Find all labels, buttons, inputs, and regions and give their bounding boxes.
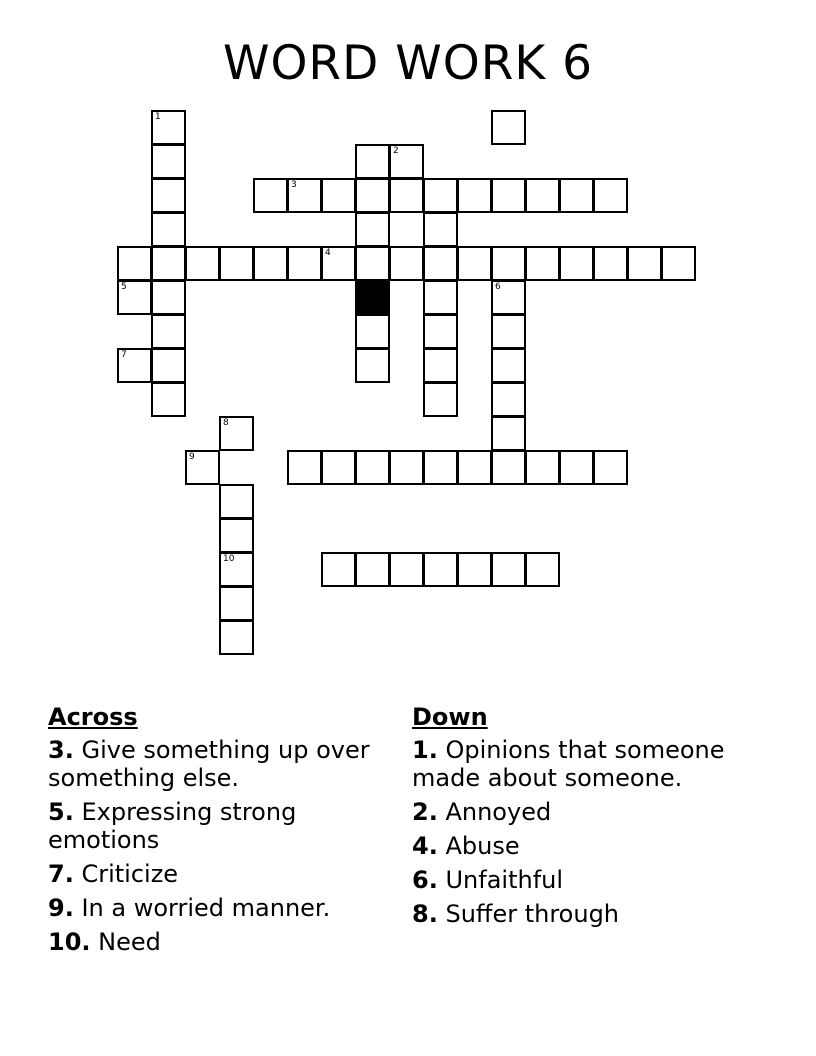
grid-cell[interactable] xyxy=(219,416,254,451)
grid-cell[interactable] xyxy=(389,552,424,587)
grid-cell[interactable] xyxy=(491,280,526,315)
grid-cell[interactable] xyxy=(151,348,186,383)
grid-cell[interactable] xyxy=(253,178,288,213)
grid-cell[interactable] xyxy=(185,450,220,485)
clue-number-label: 5 xyxy=(121,282,127,292)
clue-number: 8. xyxy=(412,900,438,928)
clue-text: Expressing strong emotions xyxy=(48,798,297,854)
grid-cell[interactable] xyxy=(423,552,458,587)
across-clues xyxy=(48,702,378,962)
page-title: WORD WORK 6 xyxy=(222,36,594,91)
grid-cell[interactable] xyxy=(151,178,186,213)
block-cell xyxy=(355,280,390,315)
clue-number-label: 4 xyxy=(325,248,331,258)
grid-cell[interactable] xyxy=(457,246,492,281)
clue-number: 7. xyxy=(48,860,74,888)
grid-cell[interactable] xyxy=(389,178,424,213)
grid-cell[interactable] xyxy=(457,178,492,213)
grid-cell[interactable] xyxy=(253,246,288,281)
clue-text: Suffer through xyxy=(445,900,620,928)
grid-cell[interactable] xyxy=(117,246,152,281)
clue-text: Annoyed xyxy=(445,798,552,826)
grid-cell[interactable] xyxy=(389,246,424,281)
clue-text: Give something up over something else. xyxy=(48,736,370,792)
clue-number-label: 3 xyxy=(291,180,297,190)
clue-number-label: 8 xyxy=(223,418,229,428)
grid-cell[interactable] xyxy=(525,450,560,485)
across-clue-5 xyxy=(48,798,378,854)
clue-number: 1. xyxy=(412,736,438,764)
grid-cell[interactable] xyxy=(219,484,254,519)
grid-cell[interactable] xyxy=(355,212,390,247)
grid-cell[interactable] xyxy=(117,348,152,383)
grid-cell[interactable] xyxy=(355,450,390,485)
clue-number-label: 7 xyxy=(121,350,127,360)
grid-cell[interactable] xyxy=(491,246,526,281)
down-clue-2 xyxy=(412,798,792,826)
across-clue-3 xyxy=(48,736,378,792)
down-clue-4 xyxy=(412,832,792,860)
grid-cell[interactable] xyxy=(661,246,696,281)
clue-text: In a worried manner. xyxy=(81,894,331,922)
grid-cell[interactable] xyxy=(559,450,594,485)
grid-cell[interactable] xyxy=(355,314,390,349)
grid-cell[interactable] xyxy=(287,178,322,213)
clue-number-label: 9 xyxy=(189,452,195,462)
clue-number: 3. xyxy=(48,736,74,764)
down-clue-1 xyxy=(412,736,792,792)
grid-cell[interactable] xyxy=(423,450,458,485)
grid-cell[interactable] xyxy=(593,246,628,281)
grid-cell[interactable] xyxy=(593,178,628,213)
grid-cell[interactable] xyxy=(491,450,526,485)
grid-cell[interactable] xyxy=(491,348,526,383)
grid-cell[interactable] xyxy=(151,382,186,417)
grid-cell[interactable] xyxy=(491,552,526,587)
down-clue-6 xyxy=(412,866,792,894)
clue-number: 6. xyxy=(412,866,438,894)
clue-number-label: 1 xyxy=(155,112,161,122)
grid-cell[interactable] xyxy=(185,246,220,281)
grid-cell[interactable] xyxy=(355,552,390,587)
down-clue-8 xyxy=(412,900,792,928)
grid-cell[interactable] xyxy=(491,178,526,213)
clue-number-label: 6 xyxy=(495,282,501,292)
clue-number: 9. xyxy=(48,894,74,922)
grid-cell[interactable] xyxy=(219,586,254,621)
across-clue-10 xyxy=(48,928,378,956)
grid-cell[interactable] xyxy=(151,246,186,281)
grid-cell[interactable] xyxy=(355,178,390,213)
across-clue-9 xyxy=(48,894,378,922)
clue-number-label: 10 xyxy=(223,554,235,564)
clue-number: 2. xyxy=(412,798,438,826)
grid-cell[interactable] xyxy=(491,416,526,451)
grid-cell[interactable] xyxy=(423,212,458,247)
grid-cell[interactable] xyxy=(491,314,526,349)
grid-cell[interactable] xyxy=(151,212,186,247)
across-clue-7 xyxy=(48,860,378,888)
grid-cell[interactable] xyxy=(423,280,458,315)
grid-cell[interactable] xyxy=(491,110,526,145)
grid-cell[interactable] xyxy=(355,246,390,281)
grid-cell[interactable] xyxy=(287,246,322,281)
down-heading: Down xyxy=(412,703,488,731)
clue-number: 5. xyxy=(48,798,74,826)
clue-text: Criticize xyxy=(81,860,179,888)
grid-cell[interactable] xyxy=(457,552,492,587)
across-heading: Across xyxy=(48,703,138,731)
grid-cell[interactable] xyxy=(627,246,662,281)
clue-text: Abuse xyxy=(445,832,520,860)
grid-cell[interactable] xyxy=(117,280,152,315)
grid-cell[interactable] xyxy=(593,450,628,485)
clue-number: 10. xyxy=(48,928,91,956)
grid-cell[interactable] xyxy=(389,144,424,179)
clue-text: Unfaithful xyxy=(445,866,564,894)
grid-cell[interactable] xyxy=(491,382,526,417)
grid-cell[interactable] xyxy=(389,450,424,485)
grid-cell[interactable] xyxy=(525,246,560,281)
grid-cell[interactable] xyxy=(525,178,560,213)
grid-cell[interactable] xyxy=(457,450,492,485)
grid-cell[interactable] xyxy=(151,144,186,179)
grid-cell[interactable] xyxy=(559,246,594,281)
clue-number: 4. xyxy=(412,832,438,860)
clue-text: Need xyxy=(98,928,161,956)
grid-cell[interactable] xyxy=(355,348,390,383)
grid-cell[interactable] xyxy=(423,246,458,281)
grid-cell[interactable] xyxy=(151,314,186,349)
grid-cell[interactable] xyxy=(525,552,560,587)
grid-cell[interactable] xyxy=(423,348,458,383)
down-clues xyxy=(412,702,792,934)
grid-cell[interactable] xyxy=(321,246,356,281)
grid-cell[interactable] xyxy=(219,518,254,553)
grid-cell[interactable] xyxy=(321,552,356,587)
clue-number-label: 2 xyxy=(393,146,399,156)
grid-cell[interactable] xyxy=(151,280,186,315)
grid-cell[interactable] xyxy=(219,246,254,281)
grid-cell[interactable] xyxy=(423,178,458,213)
grid-cell[interactable] xyxy=(151,110,186,145)
grid-cell[interactable] xyxy=(219,552,254,587)
grid-cell[interactable] xyxy=(219,620,254,655)
grid-cell[interactable] xyxy=(559,178,594,213)
clue-text: Opinions that someone made about someone. xyxy=(412,736,725,792)
grid-cell[interactable] xyxy=(355,144,390,179)
grid-cell[interactable] xyxy=(321,450,356,485)
grid-cell[interactable] xyxy=(287,450,322,485)
grid-cell[interactable] xyxy=(423,382,458,417)
grid-cell[interactable] xyxy=(321,178,356,213)
grid-cell[interactable] xyxy=(423,314,458,349)
